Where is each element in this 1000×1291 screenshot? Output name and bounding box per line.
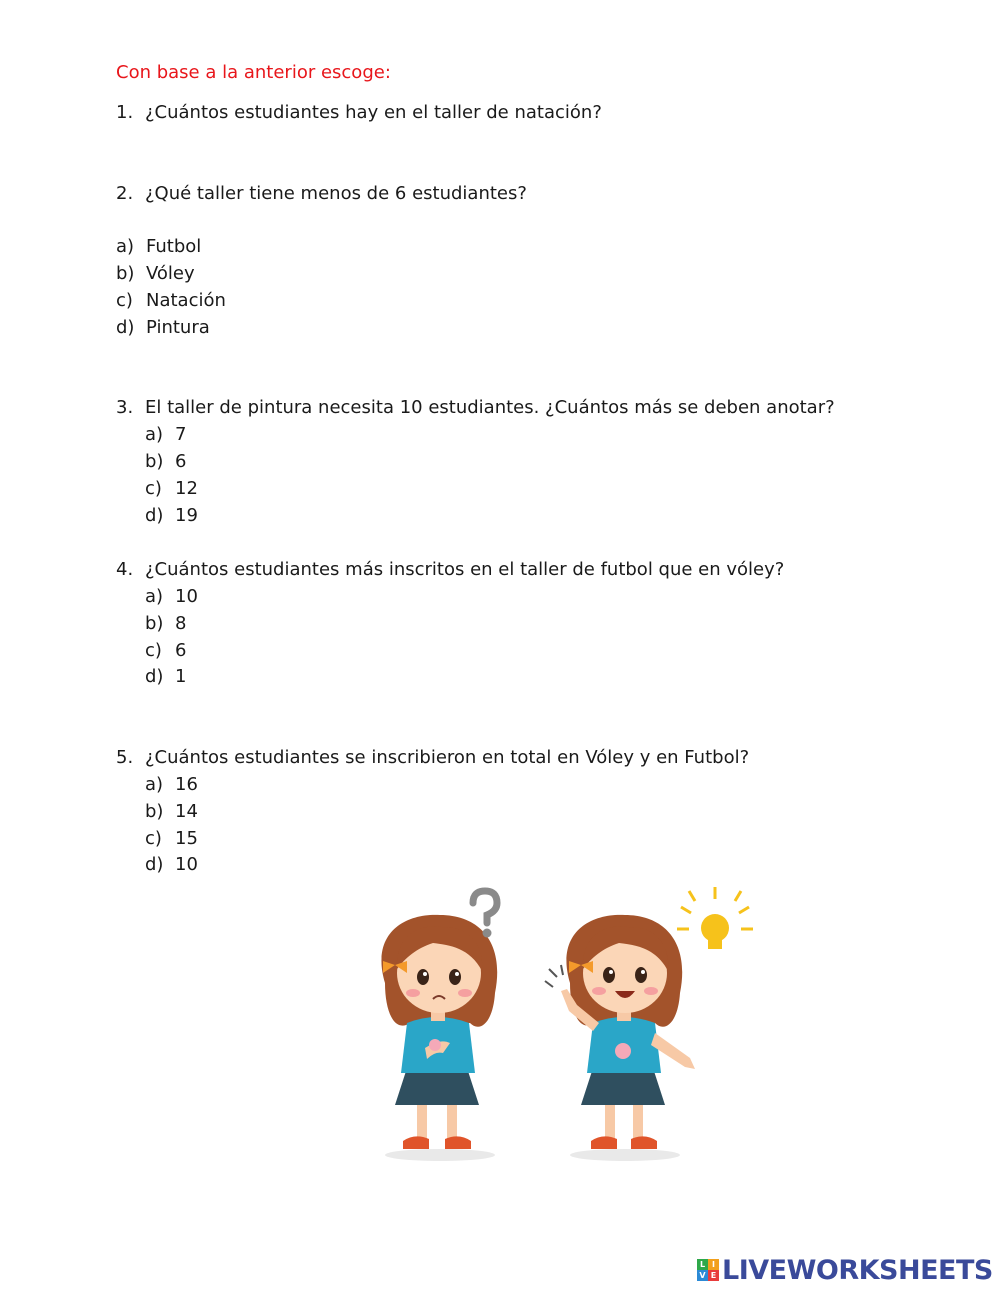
thinking-girl <box>381 891 497 1161</box>
answer-option[interactable]: 15 <box>175 828 198 849</box>
option-letter: d) <box>116 317 135 338</box>
answer-option[interactable]: Pintura <box>146 317 210 338</box>
thinking-girls-illustration <box>355 873 755 1168</box>
option-letter: c) <box>145 478 162 499</box>
answer-option[interactable]: 1 <box>175 666 187 687</box>
question-number: 2. <box>116 183 134 204</box>
answer-option[interactable]: 19 <box>175 505 198 526</box>
logo-mark-icon: L I V E <box>697 1259 719 1281</box>
idea-girl <box>545 887 753 1161</box>
question-number: 3. <box>116 397 134 418</box>
option-letter: b) <box>116 263 135 284</box>
option-letter: c) <box>116 290 133 311</box>
answer-option[interactable]: 10 <box>175 854 198 875</box>
option-letter: d) <box>145 666 164 687</box>
question-text: El taller de pintura necesita 10 estudiantes. ¿Cuántos más se deben anotar? <box>145 397 835 418</box>
answer-option[interactable]: 12 <box>175 478 198 499</box>
option-letter: a) <box>116 236 135 257</box>
logo-text: LIVEWORKSHEETS <box>722 1254 993 1286</box>
question-number: 5. <box>116 747 134 768</box>
answer-option[interactable]: 6 <box>175 640 187 661</box>
liveworksheets-logo <box>697 1255 993 1285</box>
question-number: 4. <box>116 559 134 580</box>
light-bulb-icon <box>677 887 753 949</box>
answer-option[interactable]: 10 <box>175 586 198 607</box>
question-text: ¿Cuántos estudiantes hay en el taller de natación? <box>145 102 602 123</box>
answer-option[interactable]: 8 <box>175 613 187 634</box>
answer-option[interactable]: 6 <box>175 451 187 472</box>
answer-option[interactable]: Vóley <box>146 263 195 284</box>
instructions-heading: Con base a la anterior escoge: <box>116 62 391 83</box>
option-letter: b) <box>145 801 164 822</box>
answer-option[interactable]: Natación <box>146 290 226 311</box>
answer-option[interactable]: 7 <box>175 424 187 445</box>
answer-option[interactable]: 14 <box>175 801 198 822</box>
option-letter: a) <box>145 424 164 445</box>
option-letter: b) <box>145 451 164 472</box>
question-number: 1. <box>116 102 134 123</box>
answer-option[interactable]: 16 <box>175 774 198 795</box>
option-letter: a) <box>145 586 164 607</box>
option-letter: c) <box>145 828 162 849</box>
option-letter: c) <box>145 640 162 661</box>
question-text: ¿Cuántos estudiantes más inscritos en el taller de futbol que en vóley? <box>145 559 785 580</box>
option-letter: d) <box>145 854 164 875</box>
answer-option[interactable]: Futbol <box>146 236 202 257</box>
question-text: ¿Cuántos estudiantes se inscribieron en total en Vóley y en Futbol? <box>145 747 750 768</box>
question-text: ¿Qué taller tiene menos de 6 estudiantes? <box>145 183 527 204</box>
option-letter: d) <box>145 505 164 526</box>
option-letter: a) <box>145 774 164 795</box>
option-letter: b) <box>145 613 164 634</box>
